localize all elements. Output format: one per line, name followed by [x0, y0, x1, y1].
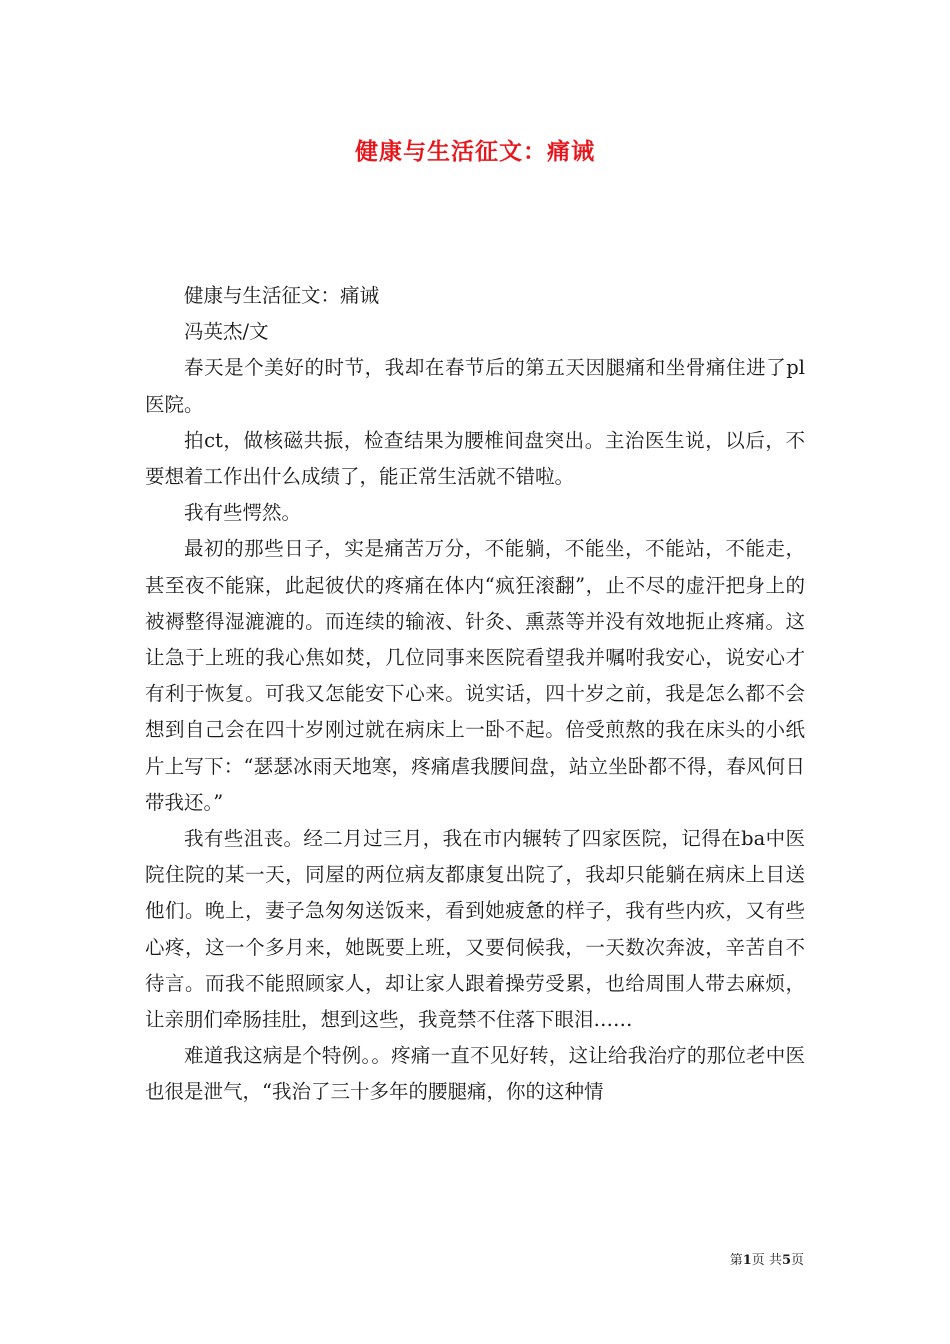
document-body [145, 278, 805, 1111]
paragraph-author: 冯英杰/文 [184, 320, 269, 344]
paragraph-heading: 健康与生活征文：痛诫 [184, 284, 380, 307]
page-footer [730, 1249, 804, 1268]
footer-prefix: 第 [729, 1253, 743, 1268]
paragraph: 我有些沮丧。经二月过三月，我在市内辗转了四家医院，记得在ba中医院住院的某一天，同屋的两位病友都康复出院了，我却只能躺在病床上目送他们。晚上，妻子急匆匆送饭来，看到她疲惫的样子，我有些内疚，又有些心疼，这一个多月来，她既要上班，又要伺候我，一天数次奔波，辛苦自不待言。而我不能照顾家人，却让家人跟着操劳受累，也给周围人带去麻烦，让亲朋们牵肠挂肚，想到这些，我竟禁不住落下眼泪…… [145, 827, 805, 1032]
footer-middle: 页 共 [751, 1253, 782, 1268]
paragraph: 最初的那些日子，实是痛苦万分，不能躺，不能坐，不能站，不能走，甚至夜不能寐，此起彼伏的疼痛在体内“疯狂滚翻”，止不尽的虚汗把身上的被褥整得湿漉漉的。而连续的输液、针灸、熏蒸等并没有效地扼止疼痛。这让急于上班的我心焦如焚，几位同事来医院看望我并嘱咐我安心，说安心才有利于恢复。可我又怎能安下心来。说实话，四十岁之前，我是怎么都不会想到自己会在四十岁刚过就在病床上一卧不起。倍受煎熬的我在床头的小纸片上写下：“瑟瑟冰雨天地寒，疼痛虐我腰间盘，站立坐卧都不得，春风何日带我还。” [145, 537, 805, 814]
paragraph: 难道我这病是个特例。。疼痛一直不见好转，这让给我治疗的那位老中医也很是泄气，“我治了三十多年的腰腿痛，你的这种情 [145, 1044, 805, 1104]
paragraph: 春天是个美好的时节，我却在春节后的第五天因腿痛和坐骨痛住进了pl医院。 [145, 356, 805, 416]
paragraph: 我有些愕然。 [184, 501, 302, 525]
page-title: 健康与生活征文：痛诫 [355, 138, 595, 165]
current-page-number: 1 [742, 1253, 752, 1268]
total-page-number: 5 [781, 1253, 791, 1268]
paragraph: 拍ct，做核磁共振，检查结果为腰椎间盘突出。主治医生说，以后，不要想着工作出什么成绩了，能正常生活就不错啦。 [145, 428, 805, 489]
footer-suffix: 页 [790, 1253, 804, 1268]
